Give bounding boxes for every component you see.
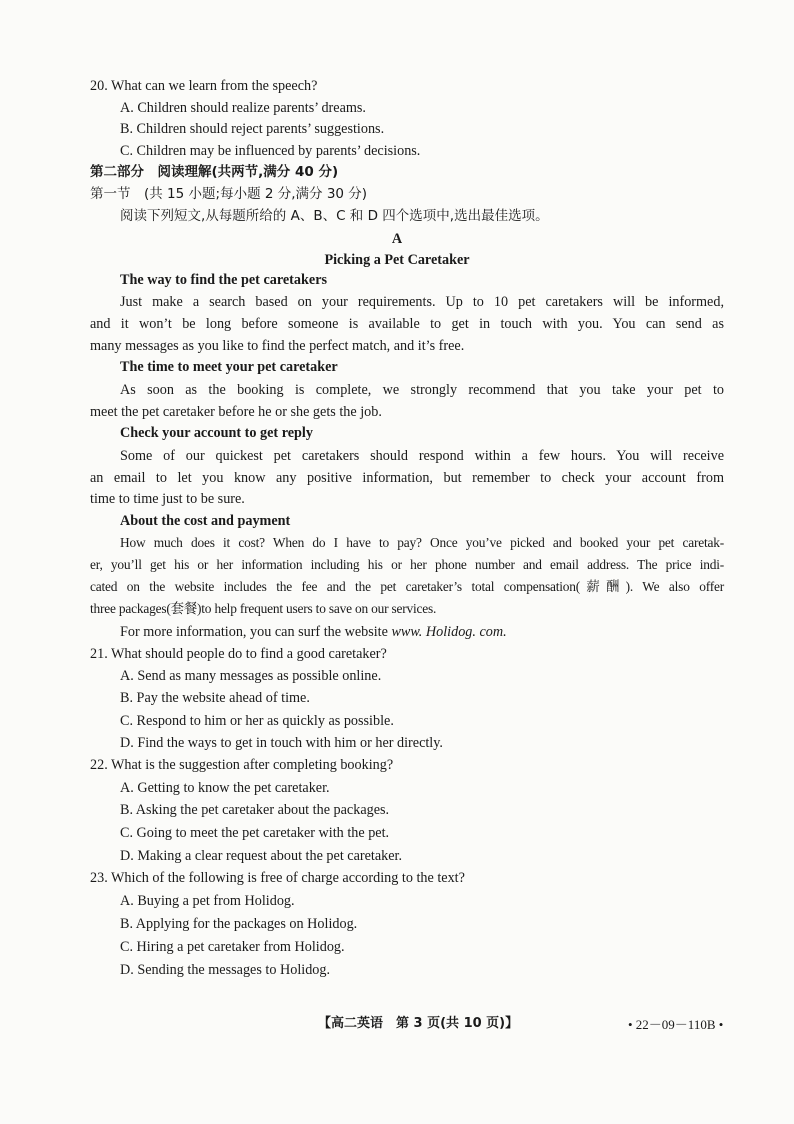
- paragraph-line: and it won’t be long before someone is available to get in touch with you. You can send as: [90, 316, 724, 332]
- paragraph-line: Just make a search based on your requirements. Up to 10 pet caretakers will be informed,: [120, 294, 724, 310]
- paragraph-line: er, you’ll get his or her information including his or her phone number and email address. The price indi-: [90, 557, 724, 572]
- paragraph-line: time to time just to be sure.: [90, 491, 245, 507]
- q22-option-d: D. Making a clear request about the pet caretaker.: [120, 848, 403, 864]
- paragraph-line: Some of our quickest pet caretakers should respond within a few hours. You will receive: [120, 448, 724, 464]
- page-footer: 【高二英语 第 3 页(共 10 页)】: [318, 1016, 519, 1031]
- q22-option-a: A. Getting to know the pet caretaker.: [120, 780, 330, 796]
- q20-option-c: C. Children may be influenced by parents’ decisions.: [120, 143, 421, 159]
- q21-option-d: D. Find the ways to get in touch with him or her directly.: [120, 735, 443, 751]
- subheading-find: The way to find the pet caretakers: [120, 272, 328, 288]
- paragraph-line: meet the pet caretaker before he or she gets the job.: [90, 404, 382, 420]
- q22-stem: 22. What is the suggestion after completing booking?: [90, 757, 394, 773]
- paragraph-line: an email to let you know any positive information, but remember to check your account from: [90, 470, 724, 486]
- section1-heading: 第一节 (共 15 小题;每小题 2 分,满分 30 分): [90, 186, 368, 202]
- more-info-line: [120, 622, 507, 642]
- website-link[interactable]: www. Holidog. com.: [391, 624, 507, 640]
- q21-stem: 21. What should people do to find a good caretaker?: [90, 646, 387, 662]
- paragraph-line: As soon as the booking is complete, we strongly recommend that you take your pet to: [120, 382, 724, 398]
- subheading-cost: About the cost and payment: [120, 513, 291, 529]
- q21-option-b: B. Pay the website ahead of time.: [120, 690, 310, 706]
- part2-heading: 第二部分 阅读理解(共两节,满分 40 分): [90, 164, 339, 180]
- paper-code: • 22－09－110B •: [628, 1017, 724, 1032]
- passage-title: Picking a Pet Caretaker: [324, 252, 470, 268]
- q22-option-b: B. Asking the pet caretaker about the packages.: [120, 802, 390, 818]
- paragraph-line: How much does it cost? When do I have to pay? Once you’ve picked and booked your pet caretak-: [120, 535, 724, 550]
- q20-stem: 20. What can we learn from the speech?: [90, 78, 318, 94]
- paragraph-line: many messages as you like to find the perfect match, and it’s free.: [90, 338, 465, 354]
- more-info-text: For more information, you can surf the website: [120, 624, 388, 640]
- q20-option-b: B. Children should reject parents’ suggestions.: [120, 121, 385, 137]
- q23-option-b: B. Applying for the packages on Holidog.: [120, 916, 358, 932]
- reading-instruction: 阅读下列短文,从每题所给的 A、B、C 和 D 四个选项中,选出最佳选项。: [120, 208, 549, 224]
- q21-option-c: C. Respond to him or her as quickly as possible.: [120, 713, 394, 729]
- paragraph-line: three packages(套餐)to help frequent users to save on our services.: [90, 601, 437, 616]
- paragraph-line: cated on the website includes the fee and the pet caretaker’s total compensation(薪酬). We also offer: [90, 579, 724, 594]
- q20-option-a: A. Children should realize parents’ dreams.: [120, 100, 366, 116]
- q23-option-c: C. Hiring a pet caretaker from Holidog.: [120, 939, 345, 955]
- subheading-account: Check your account to get reply: [120, 425, 313, 441]
- q22-option-c: C. Going to meet the pet caretaker with the pet.: [120, 825, 390, 841]
- q21-option-a: A. Send as many messages as possible online.: [120, 668, 382, 684]
- passage-letter: A: [391, 231, 403, 247]
- subheading-meet: The time to meet your pet caretaker: [120, 359, 338, 375]
- q23-option-d: D. Sending the messages to Holidog.: [120, 962, 331, 978]
- q23-stem: 23. Which of the following is free of charge according to the text?: [90, 870, 465, 886]
- q23-option-a: A. Buying a pet from Holidog.: [120, 893, 295, 909]
